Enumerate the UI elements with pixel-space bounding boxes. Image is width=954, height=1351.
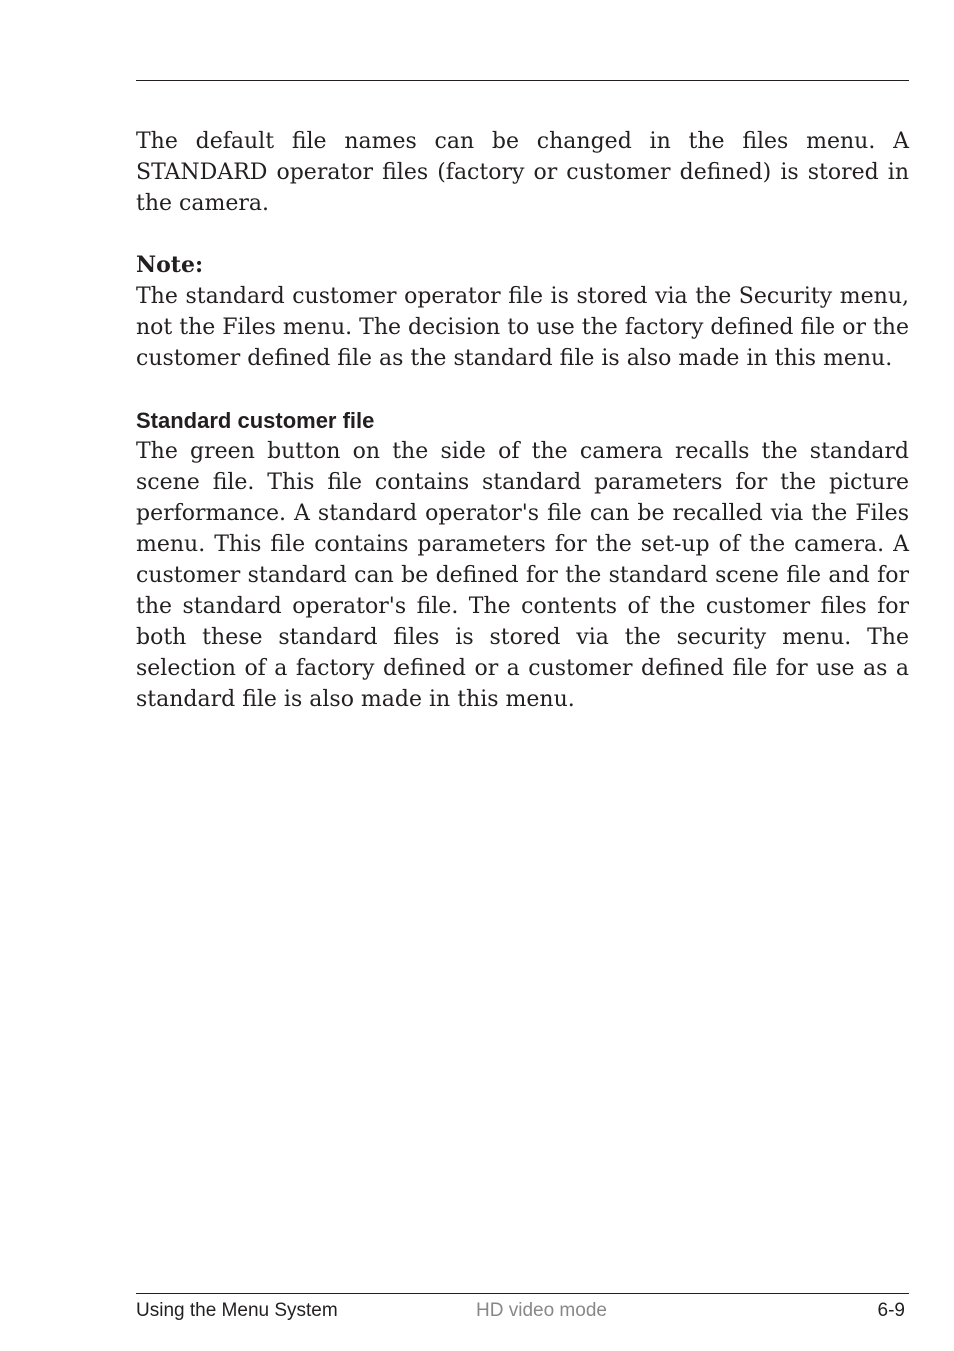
page-body (136, 126, 909, 715)
footer-rule (136, 1293, 909, 1294)
note-paragraph: The standard customer operator file is stored via the Security menu, not the Files menu. The decision to use the factory defined file or the customer defined file as the standard file is also made in this menu. (136, 284, 909, 371)
footer-chapter-title: Using the Menu System (136, 1300, 338, 1321)
page-footer (136, 1299, 909, 1323)
section-paragraph: The green button on the side of the camera recalls the standard scene file. This file contains standard parameters for the picture performance. A standard operator's file can be recalled via the Files menu. This file contains parameters for the set-up of the camera. A customer standard can be defined for the standard scene file and for the standard operator's file. The contents of the customer files for both these standard files is stored via the security menu. The selection of a factory defined or a customer defined file for use as a standard file is also made in this menu. (136, 439, 909, 712)
section-heading: Standard customer file (136, 408, 375, 433)
note-label: Note: (136, 252, 204, 278)
page-number: 6-9 (877, 1300, 905, 1321)
footer-section-title: HD video mode (476, 1300, 607, 1321)
intro-paragraph: The default file names can be changed in the files menu. A STANDARD operator files (factory or customer defined) is stored in the camera. (136, 129, 909, 216)
header-rule (136, 80, 909, 81)
